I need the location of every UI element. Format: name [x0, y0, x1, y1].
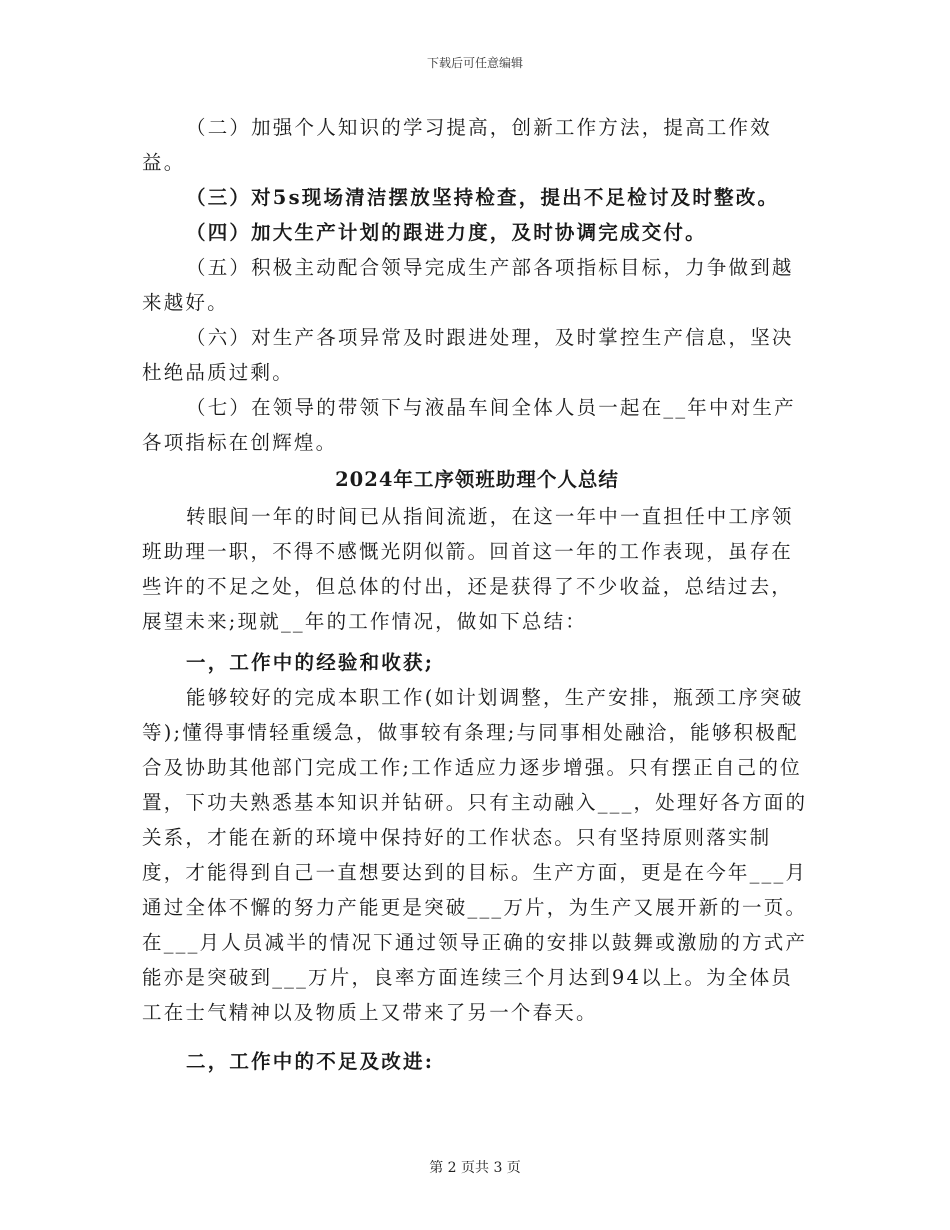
list-item-5: （五）积极主动配合领导完成生产部各项指标目标，力争做到越来越好。 — [142, 256, 794, 314]
list-item-7: （七）在领导的带领下与液晶车间全体人员一起在__年中对生产各项指标在创辉煌。 — [142, 396, 796, 454]
page-header: 下载后可任意编辑 — [426, 56, 523, 70]
list-item-6: （六）对生产各项异常及时跟进处理，及时掌控生产信息，坚决杜绝品质过剩。 — [142, 326, 794, 384]
intro-paragraph: 转眼间一年的时间已从指间流逝，在这一年中一直担任中工序领班助理一职，不得不感慨光阴似箭。回首这一年的工作表现，虽存在些许的不足之处，但总体的付出，还是获得了不少收益，总结过去，展望未来;现就__年的工作情况，做如下总结： — [142, 505, 794, 633]
list-item-3: （三）对5s现场清洁摆放坚持检查，提出不足检讨及时整改。 — [186, 186, 780, 209]
section-2-heading: 二，工作中的不足及改进: — [186, 1050, 435, 1073]
list-item-2: （二）加强个人知识的学习提高，创新工作方法，提高工作效益。 — [142, 116, 772, 174]
section-1-heading: 一，工作中的经验和收获; — [186, 651, 435, 674]
page-footer: 第 2 页共 3 页 — [429, 1160, 521, 1176]
list-item-4: （四）加大生产计划的跟进力度，及时协调完成交付。 — [186, 221, 707, 244]
section-1-body: 能够较好的完成本职工作(如计划调整，生产安排，瓶颈工序突破等);懂得事情轻重缓急，做事较有条理;与同事相处融洽，能够积极配合及协助其他部门完成工作;工作适应力逐步增强。只有摆正自己的位置，下功夫熟悉基本知识并钻研。只有主动融入___，处理好各方面的关系，才能在新的环境中保持好的工作状态。只有坚持原则落实制度，才能得到自己一直想要达到的目标。生产方面，更是在今年___月通过全体不懈的努力产能更是突破___万片，为生产又展开新的一页。在___月人员减半的情况下通过领导正确的安排以鼓舞或激励的方式产能亦是突破到___万片，良率方面连续三个月达到94以上。为全体员工在士气精神以及物质上又带来了另一个春天。 — [142, 686, 808, 1024]
document-body — [142, 110, 812, 1079]
document-title: 2024年工序领班助理个人总结 — [335, 468, 619, 491]
